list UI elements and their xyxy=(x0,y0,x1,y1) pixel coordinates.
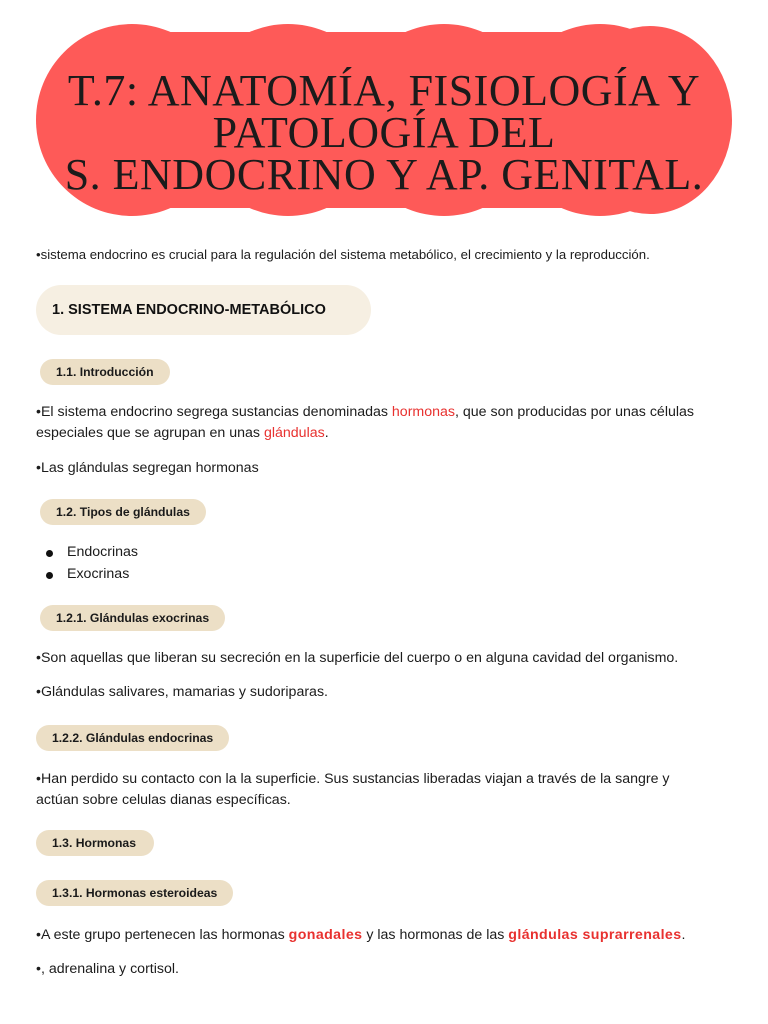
glandula-types-list xyxy=(44,542,138,585)
section-1-2-2-heading: 1.2.2. Glándulas endocrinas xyxy=(36,725,229,751)
section-1-3-1-heading: 1.3.1. Hormonas esteroideas xyxy=(36,880,233,906)
list-item xyxy=(44,542,138,564)
paragraph-salivares: •Glándulas salivares, mamarias y sudoriparas. xyxy=(36,684,328,700)
paragraph-hormonas xyxy=(36,402,736,444)
page-title xyxy=(30,66,738,199)
title-line-1: T.7: ANATOMÍA, FISIOLOGÍA Y xyxy=(67,66,701,115)
paragraph-esteroideas xyxy=(36,925,746,946)
section-1-2-heading: 1.2. Tipos de glándulas xyxy=(40,499,206,525)
highlight-gonadales: gonadales xyxy=(288,927,363,943)
paragraph-endocrinas: •Han perdido su contacto con la la superficie. Sus sustancias liberadas viajan a través de la sangre y actúan sobre celulas dianas específicas. xyxy=(36,771,670,808)
list-item-label: Exocrinas xyxy=(67,565,130,582)
title-line-2: PATOLOGÍA DEL xyxy=(212,108,556,157)
section-1-1-heading: 1.1. Introducción xyxy=(40,359,170,385)
bullet-icon xyxy=(46,550,53,557)
section-1-2-1-heading: 1.2.1. Glándulas exocrinas xyxy=(40,605,225,631)
paragraph-text: . xyxy=(324,425,329,441)
list-item xyxy=(44,564,138,586)
highlight-hormonas: hormonas xyxy=(391,404,456,420)
intro-text: •sistema endocrino es crucial para la regulación del sistema metabólico, el crecimiento y la reproducción. xyxy=(36,247,650,262)
paragraph-adrenalina: •, adrenalina y cortisol. xyxy=(36,961,179,977)
highlight-suprarrenales: glándulas suprarrenales xyxy=(508,927,682,943)
paragraph-text: , que son producidas por unas células especiales que se agrupan en unas xyxy=(36,404,694,441)
bullet-icon xyxy=(46,572,53,579)
highlight-glandulas: glándulas xyxy=(263,425,325,441)
section-1-3-heading: 1.3. Hormonas xyxy=(36,830,154,856)
list-item-label: Endocrinas xyxy=(67,544,138,560)
section-1-heading: 1. SISTEMA ENDOCRINO-METABÓLICO xyxy=(36,285,371,335)
paragraph-text: y las hormonas de las xyxy=(362,927,509,943)
paragraph-text: . xyxy=(681,927,686,943)
paragraph-text: •El sistema endocrino segrega sustancias denominadas xyxy=(36,404,392,420)
title-line-3: S. ENDOCRINO Y AP. GENITAL. xyxy=(64,150,704,199)
paragraph-segregan: •Las glándulas segregan hormonas xyxy=(36,460,259,476)
paragraph-text: •A este grupo pertenecen las hormonas xyxy=(36,927,289,943)
paragraph-exocrinas: •Son aquellas que liberan su secreción en la superficie del cuerpo o en alguna cavidad del organismo. xyxy=(36,650,679,666)
